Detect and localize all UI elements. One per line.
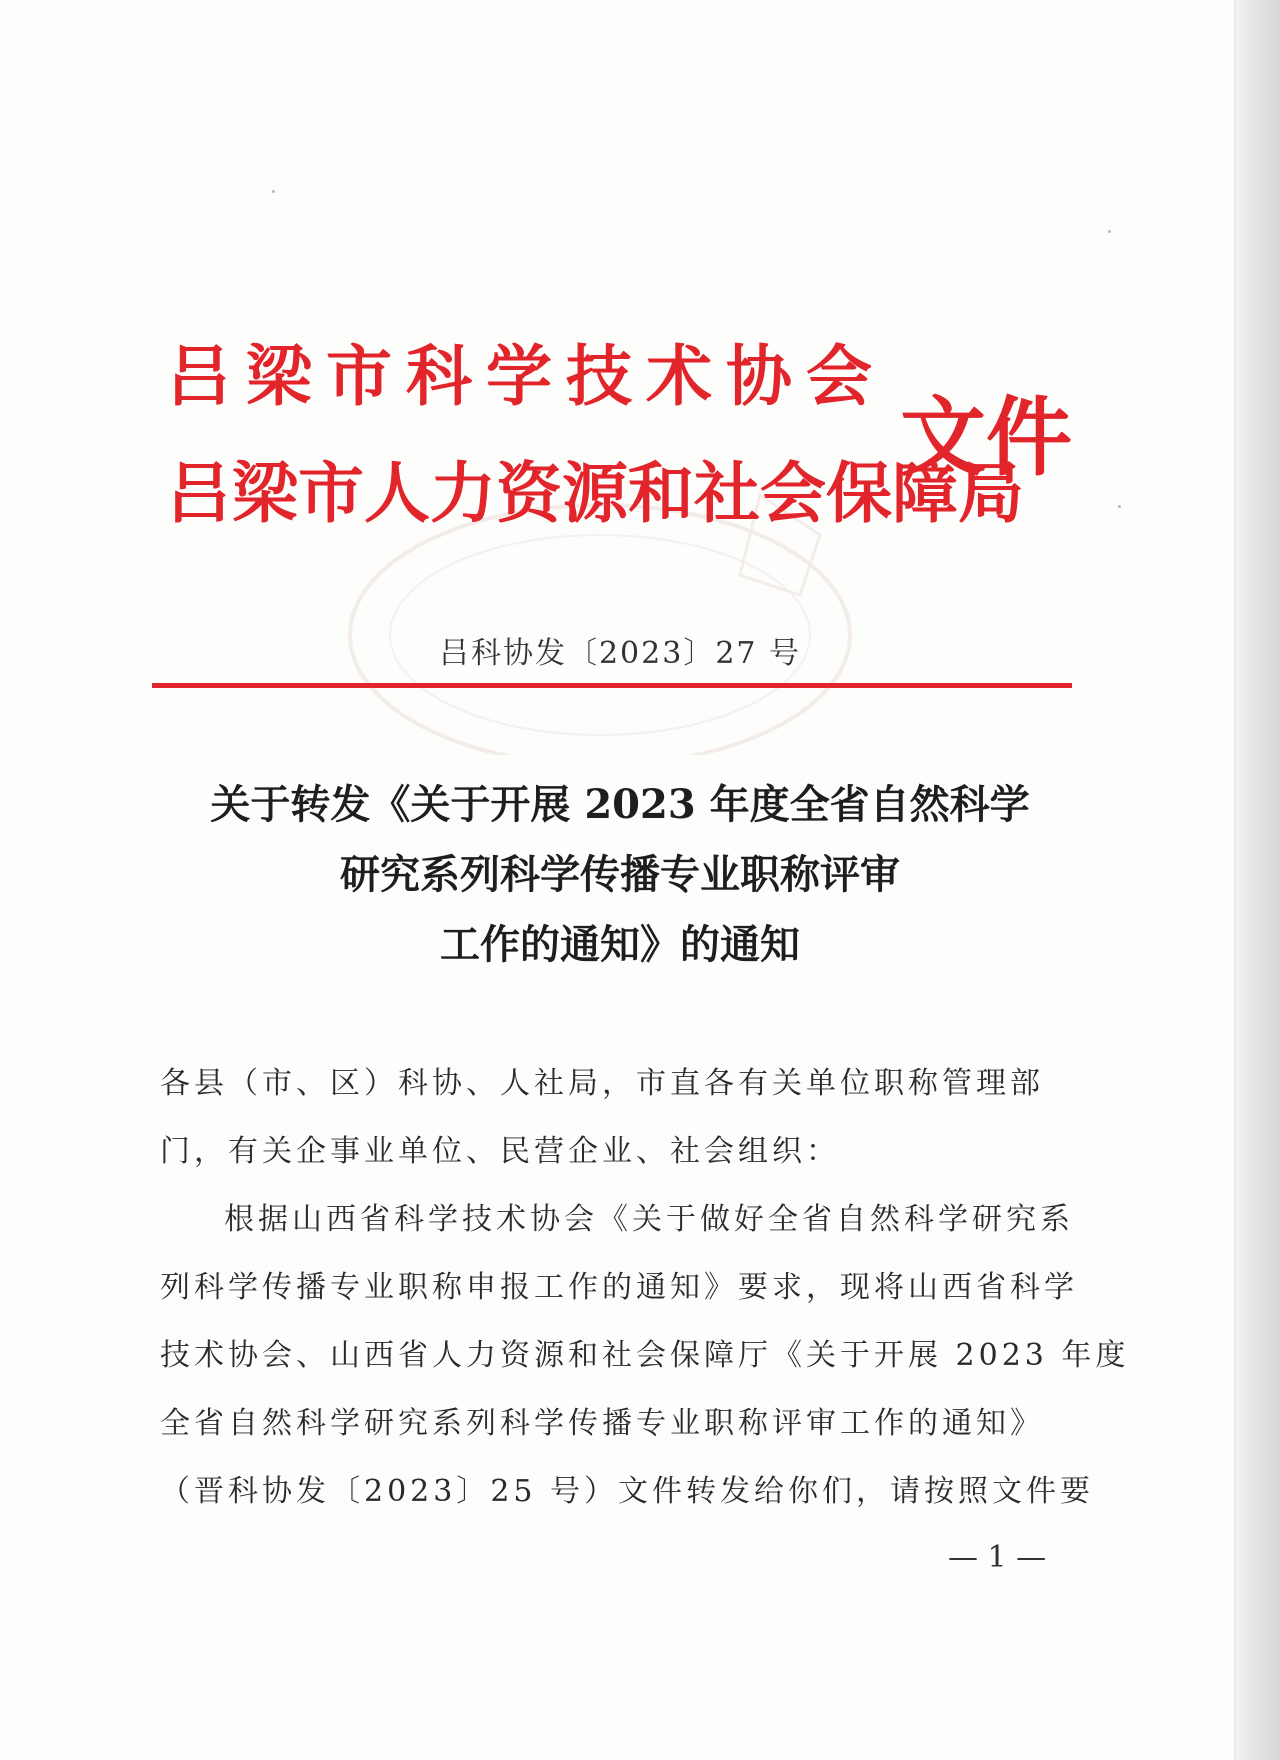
red-divider xyxy=(152,683,1072,688)
document-type-label: 文件 xyxy=(900,387,1072,488)
document-body xyxy=(160,1050,1130,1526)
title-line: 研究系列科学传播专业职称评审 xyxy=(340,851,900,898)
scan-speck xyxy=(272,190,275,193)
scan-speck xyxy=(1118,505,1121,508)
page-edge-shadow xyxy=(1236,0,1280,1760)
paragraph-line: （晋科协发〔2023〕25 号）文件转发给你们，请按照文件要 xyxy=(160,1474,1095,1509)
salutation-line: 各县（市、区）科协、人社局，市直各有关单位职称管理部 xyxy=(160,1066,1044,1101)
document-title xyxy=(0,770,1240,980)
paragraph-line: 根据山西省科学技术协会《关于做好全省自然科学研究系 xyxy=(224,1202,1074,1237)
title-line: 关于转发《关于开展 2023 年度全省自然科学 xyxy=(210,781,1030,828)
salutation-line: 门，有关企事业单位、民营企业、社会组织： xyxy=(160,1134,840,1169)
issuing-org-2: 吕梁市人力资源和社会保障局 xyxy=(166,454,1024,532)
paragraph-line: 技术协会、山西省人力资源和社会保障厅《关于开展 2023 年度 xyxy=(160,1338,1130,1373)
document-number: 吕科协发〔2023〕27 号 xyxy=(438,636,802,671)
scan-speck xyxy=(1108,230,1111,233)
paragraph-line: 全省自然科学研究系列科学传播专业职称评审工作的通知》 xyxy=(160,1406,1044,1441)
title-line: 工作的通知》的通知 xyxy=(440,921,800,968)
paragraph-line: 列科学传播专业职称申报工作的通知》要求，现将山西省科学 xyxy=(160,1270,1078,1305)
issuing-org-1: 吕梁市科学技术协会 xyxy=(166,337,886,415)
page-number: — 1 — xyxy=(948,1540,1047,1575)
